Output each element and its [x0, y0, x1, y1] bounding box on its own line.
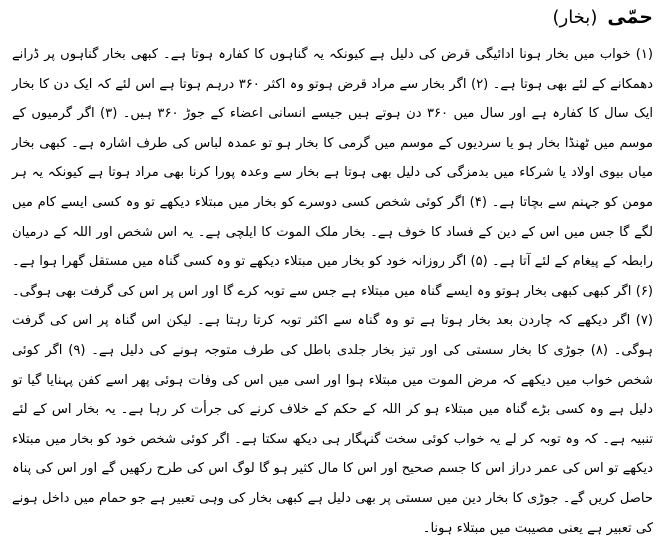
entry-title: حمّی — [607, 6, 653, 28]
entry-heading — [12, 6, 653, 40]
entry-paragraph: (۱) خواب میں بخار ہونا ادائیگی قرض کی دلیل ہے کیونکہ یہ گناہوں کا کفارہ ہوتا ہے۔ کبھی بخار گناہوں پر ڈرانے دھمکانے کے لئے بھی ہوتا ہے۔ (۲) اگر بخار سے مراد قرض ہوتو وہ اکثر ۳۶۰ درہم ہوتا ہے اس لئے کہ ایک دن کا بخار ایک سال کا کفارہ ہے اور سال میں ۳۶۰ دن ہوتے ہیں جیسے انسانی اعضاء کے جوڑ ۳۶۰ ہیں۔ (۳) اگر گرمیوں کے موسم میں ٹھنڈا بخار ہو یا سردیوں کے موسم میں گرمی کا بخار ہو تو عمدہ لباس کی طرف اشارہ ہے۔ کبھی بخار میاں بیوی اولاد یا شرکاء میں بدمزگی کی دلیل بھی ہوتا ہے بخار سے وعدہ پورا کرنا بھی مراد ہوتا ہے کیونکہ یہ ہر مومن کو جہنم سے بچاتا ہے۔ (۴) اگر کوئی شخص کسی دوسرے کو بخار میں مبتلاء دیکھے تو وہ کسی ایسے کام میں لگے گا جس میں اس کے دین کے فساد کا خوف ہے۔ بخار ملک الموت کا ایلچی ہے۔ یہ اس شخص اور اللہ کے درمیان رابطہ کے پیغام کے لئے آتا ہے۔ (۵) اگر روزانہ خود کو بخار میں مبتلاء دیکھے تو وہ کسی گناہ میں مستقل گھرا ہوا ہے۔ (۶) اگر کبھی کبھی بخار ہوتو وہ ایسے گناہ میں مبتلاء ہے جس سے توبہ کرے گا اور اس پر اس کی گرفت بھی ہوگی۔ (۷) اگر دیکھے کہ چاردن بعد بخار ہوتا ہے تو وہ گناہ سے اکثر توبہ کرتا رہتا ہے۔ لیکن اس گناہ پر اس کی گرفت ہوگی۔ (۸) جوڑی کا بخار سستی کی اور تیز بخار جلدی باطل کی طرف متوجہ ہونے کی دلیل ہے۔ (۹) اگر کوئی شخص خواب میں دیکھے کہ مرض الموت میں مبتلاء ہوا اور اسی میں اس کی وفات ہوئی پھر اسے کفن پہنایا گیا تو دلیل ہے وہ کسی بڑے گناہ میں مبتلاء ہو کر اللہ کے حکم کے خلاف کرنے کی جرأت کر رہا ہے۔ یہ بخار اس کے لئے تنبیہ ہے۔ کہ وہ توبہ کر لے یہ خواب کوئی سخت گنہگار ہی دیکھ سکتا ہے۔ اگر کوئی شخص خود کو بخار میں مبتلاء دیکھے تو اس کی عمر دراز اس کا جسم صحیح اور اس کا مال کثیر ہو گا لوگ اس کی طرح رکھیں گے اور اس کی پناہ حاصل کریں گے۔ جوڑی کا بخار دین میں سستی پر بھی دلیل ہے کبھی بخار کی وہی تعبیر ہے جو حمام میں داخل ہونے کی تعبیر ہے یعنی مصیبت میں مبتلاء ہونا۔ — [12, 47, 654, 536]
entry-body — [12, 40, 653, 543]
entry-subtitle: (بخار) — [552, 7, 598, 28]
